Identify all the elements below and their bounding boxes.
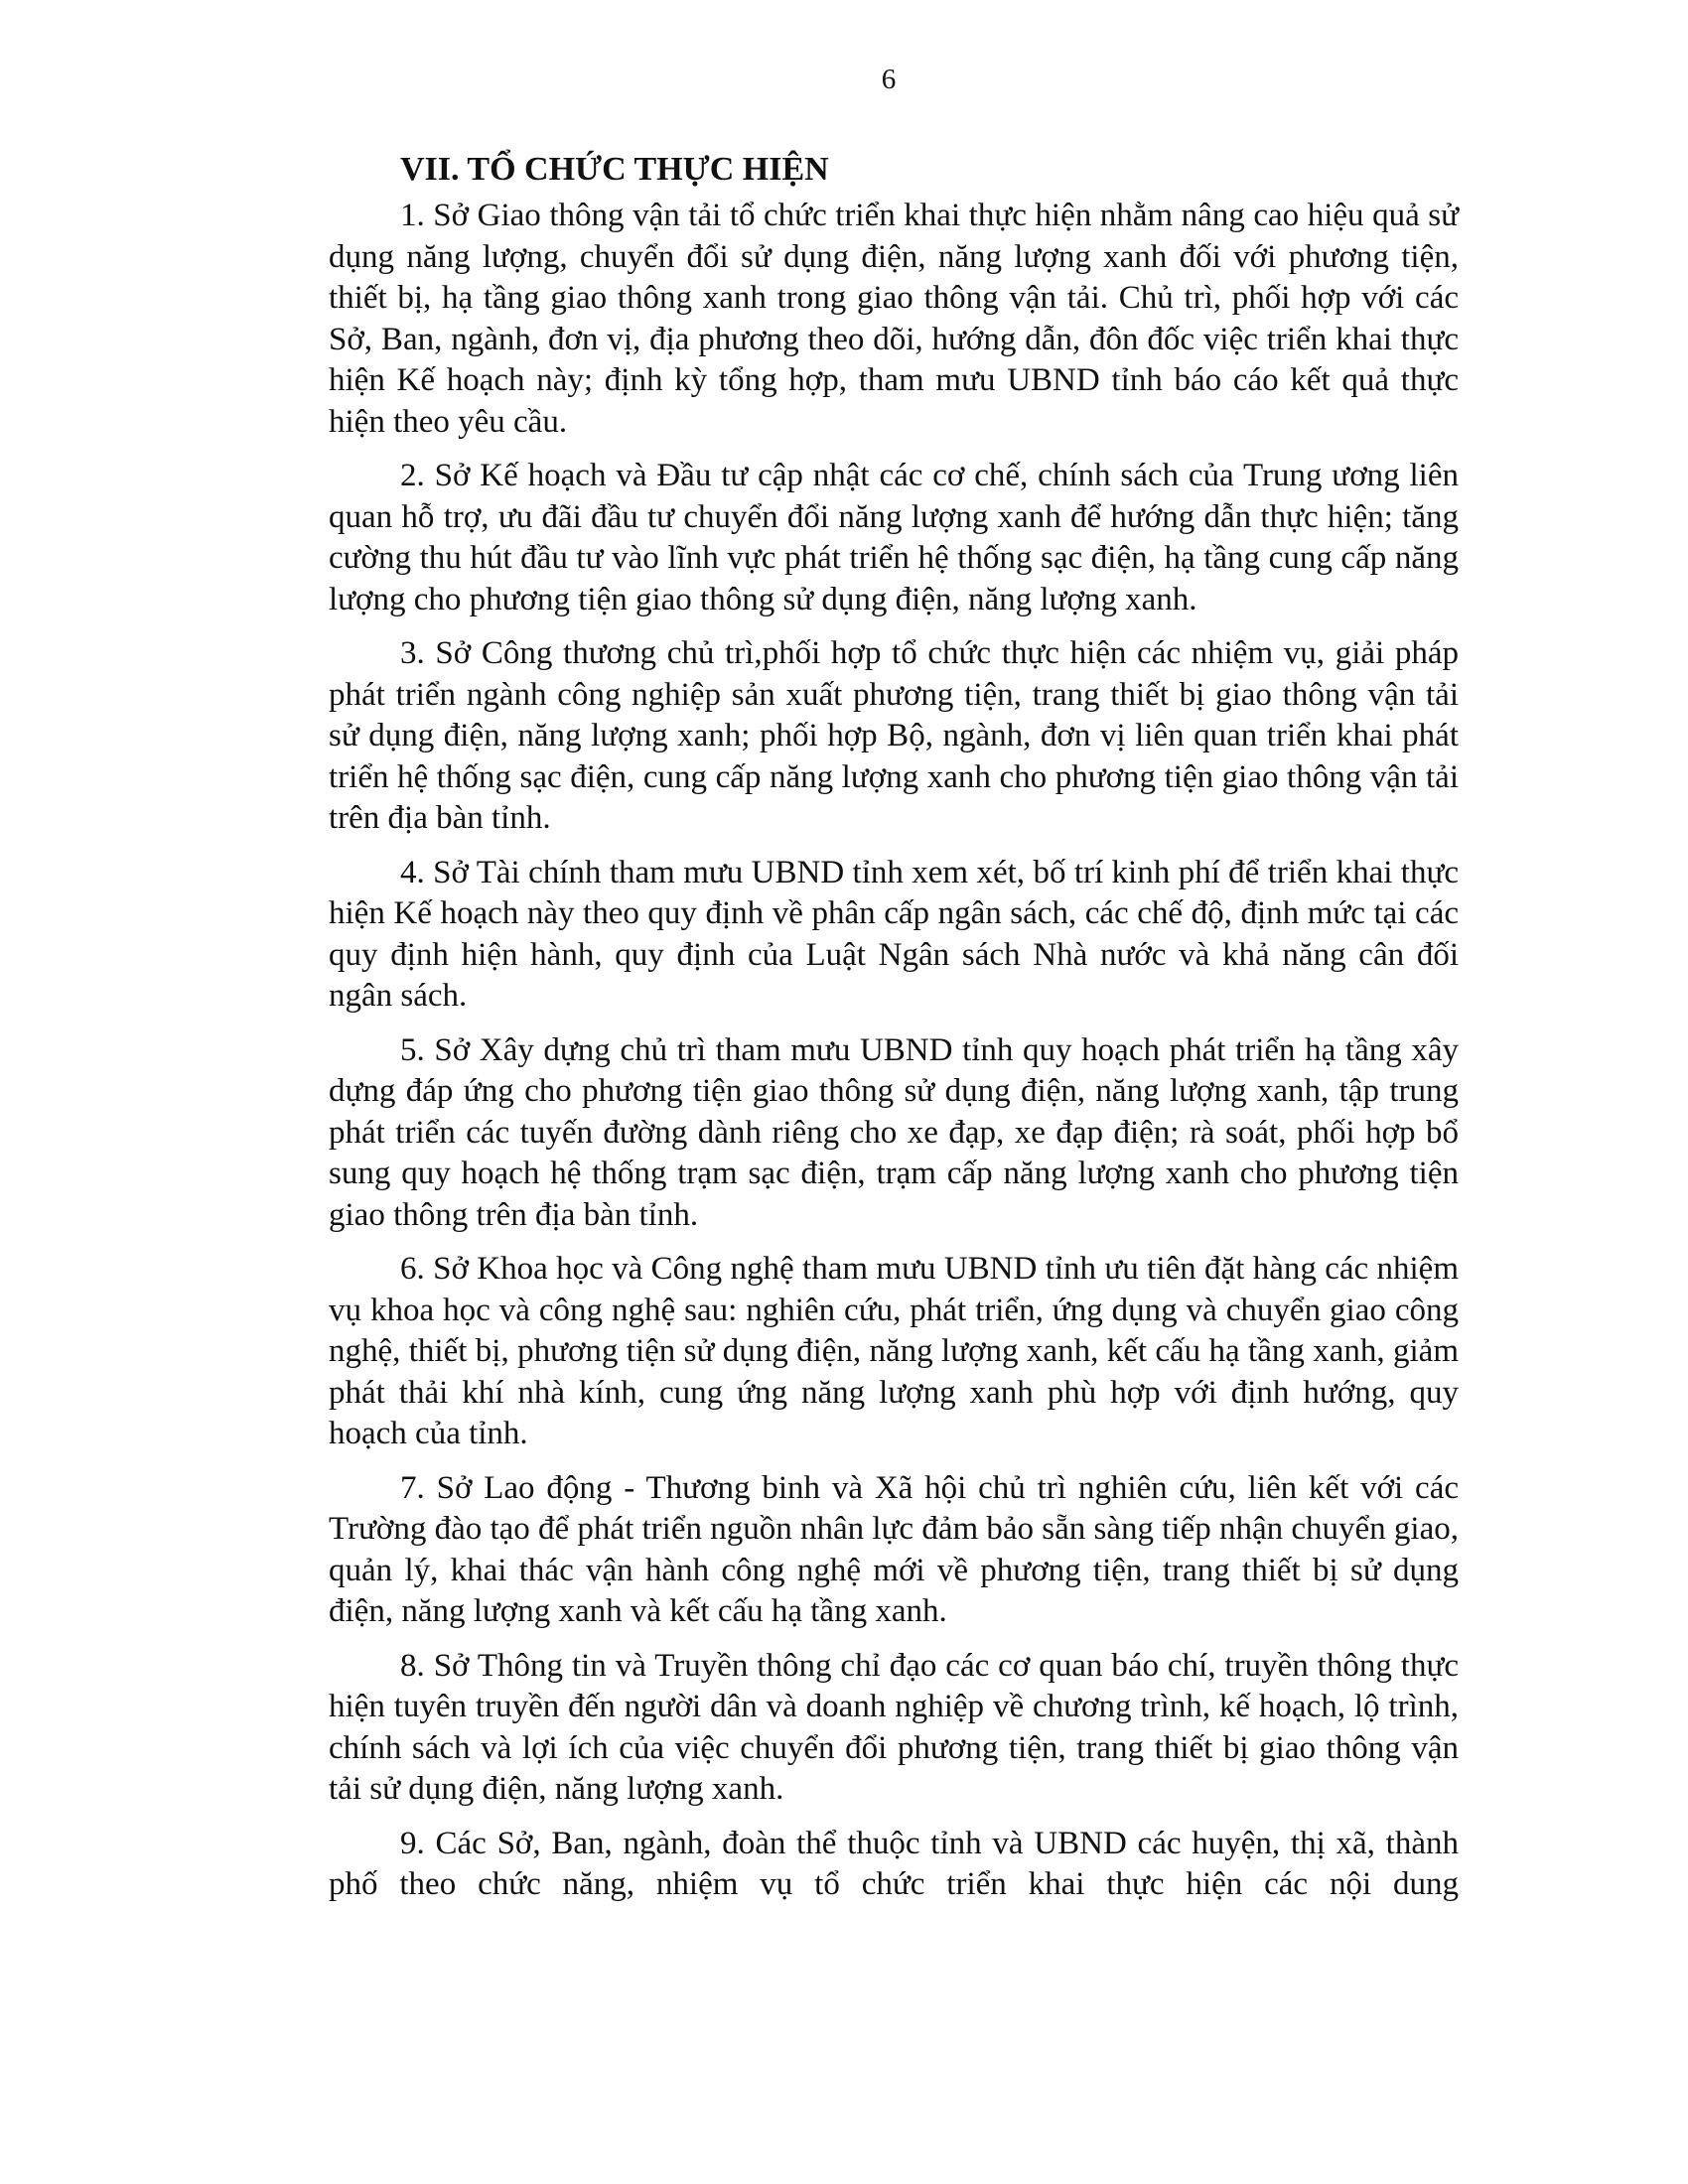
paragraph-5: 5. Sở Xây dựng chủ trì tham mưu UBND tỉnh quy hoạch phát triển hạ tầng xây dựng đáp ứng cho phương tiện giao thông sử dụng điện, năng lượng xanh, tập trung phát triển các tuyến đường dành riêng cho xe đạp, xe đạp điện; rà soát, phối hợp bổ sung quy hoạch hệ thống trạm sạc điện, trạm cấp năng lượng xanh cho phương tiện giao thông trên địa bàn tỉnh.: [329, 1031, 1459, 1233]
paragraph-7: 7. Sở Lao động - Thương binh và Xã hội chủ trì nghiên cứu, liên kết với các Trường đào tạo để phát triển nguồn nhân lực đảm bảo sẵn sàng tiếp nhận chuyển giao, quản lý, khai thác vận hành công nghệ mới về phương tiện, trang thiết bị sử dụng điện, năng lượng xanh và kết cấu hạ tầng xanh.: [329, 1469, 1460, 1629]
paragraph-6: 6. Sở Khoa học và Công nghệ tham mưu UBND tỉnh ưu tiên đặt hàng các nhiệm vụ khoa học và công nghệ sau: nghiên cứu, phát triển, ứng dụng và chuyển giao công nghệ, thiết bị, phương tiện sử dụng điện, năng lượng xanh, kết cấu hạ tầng xanh, giảm phát thải khí nhà kính, cung ứng năng lượng xanh phù hợp với định hướng, quy hoạch của tỉnh.: [329, 1251, 1459, 1451]
paragraph-4: 4. Sở Tài chính tham mưu UBND tỉnh xem xét, bố trí kinh phí để triển khai thực hiện Kế hoạch này theo quy định về phân cấp ngân sách, các chế độ, định mức tại các quy định hiện hành, quy định của Luật Ngân sách Nhà nước và khả năng cân đối ngân sách.: [329, 854, 1459, 1014]
page-number: 6: [881, 64, 897, 95]
paragraph-1: 1. Sở Giao thông vận tải tổ chức triển khai thực hiện nhằm nâng cao hiệu quả sử dụng năng lượng, chuyển đổi sử dụng điện, năng lượng xanh đối với phương tiện, thiết bị, hạ tầng giao thông xanh trong giao thông vận tải. Chủ trì, phối hợp với các Sở, Ban, ngành, đơn vị, địa phương theo dõi, hướng dẫn, đôn đốc việc triển khai thực hiện Kế hoạch này; định kỳ tổng hợp, tham mưu UBND tỉnh báo cáo kết quả thực hiện theo yêu cầu.: [329, 198, 1459, 440]
paragraph-2: 2. Sở Kế hoạch và Đầu tư cập nhật các cơ chế, chính sách của Trung ương liên quan hỗ trợ, ưu đãi đầu tư chuyển đổi năng lượng xanh để hướng dẫn thực hiện; tăng cường thu hút đầu tư vào lĩnh vực phát triển hệ thống sạc điện, hạ tầng cung cấp năng lượng cho phương tiện giao thông sử dụng điện, năng lượng xanh.: [329, 458, 1459, 617]
document-body: [329, 147, 1459, 1919]
paragraph-9: 9. Các Sở, Ban, ngành, đoàn thể thuộc tỉnh và UBND các huyện, thị xã, thành phố theo chức năng, nhiệm vụ tổ chức triển khai thực hiện các nội dung: [329, 1825, 1459, 1902]
paragraph-3: 3. Sở Công thương chủ trì,phối hợp tổ chức thực hiện các nhiệm vụ, giải pháp phát triển ngành công nghiệp sản xuất phương tiện, trang thiết bị giao thông vận tải sử dụng điện, năng lượng xanh; phối hợp Bộ, ngành, đơn vị liên quan triển khai phát triển hệ thống sạc điện, cung cấp năng lượng xanh cho phương tiện giao thông vận tải trên địa bàn tỉnh.: [329, 635, 1459, 836]
section-heading: VII. TỔ CHỨC THỰC HIỆN: [400, 151, 829, 188]
paragraph-8: 8. Sở Thông tin và Truyền thông chỉ đạo các cơ quan báo chí, truyền thông thực hiện tuyên truyền đến người dân và doanh nghiệp về chương trình, kế hoạch, lộ trình, chính sách và lợi ích của việc chuyển đổi phương tiện, trang thiết bị giao thông vận tải sử dụng điện, năng lượng xanh.: [329, 1647, 1459, 1807]
